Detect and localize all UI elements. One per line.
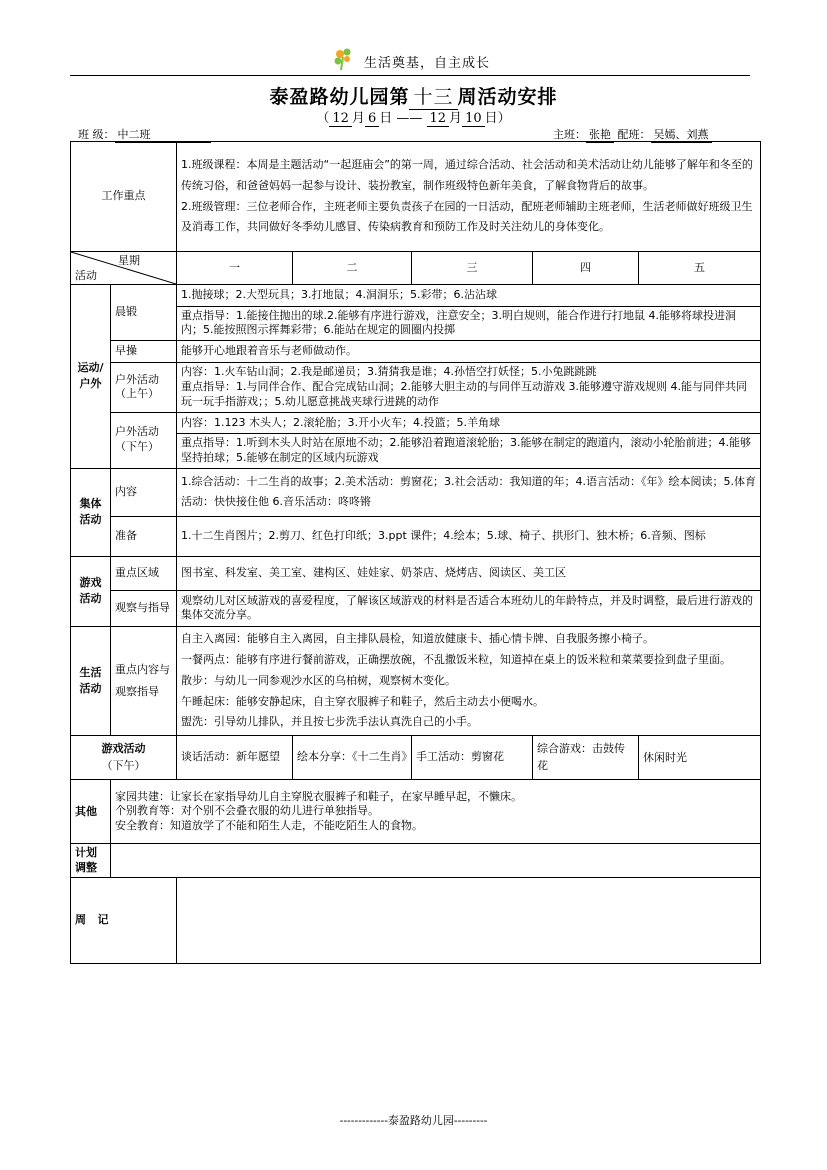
work-focus-row bbox=[71, 142, 761, 252]
main-teacher-value: 张艳 bbox=[586, 126, 614, 143]
life-item: 盥洗：引导幼儿排队，并且按七步洗手法认真洗自己的小手。 bbox=[181, 715, 478, 729]
work-focus-item: 2.班级管理：三位老师合作，主班老师主要负责孩子在园的一日活动，配班老师辅助主班老师，生活老师做好班级卫生及消毒工作，共同做好冬季幼儿感冒、传染病教育和预防工作及时关注幼儿的身体变化。 bbox=[181, 199, 753, 234]
corner-cell bbox=[71, 252, 177, 285]
morning-label: 晨锻 bbox=[111, 285, 177, 341]
morning-guide: 重点指导：1.能接住抛出的球.2.能够有序进行游戏，注意安全；3.明白规则，能合作进行打地鼠 4.能够将球投进洞内；5.能按照图示挥舞彩带；6.能站在规定的圆圈内投掷 bbox=[177, 306, 761, 341]
life-item: 自主入离园：能够自主入离园，自主排队晨检，知道放健康卡、插心情卡牌、自我服务擦小椅子。 bbox=[181, 631, 654, 645]
weekly-notes-label: 周 记 bbox=[71, 877, 177, 963]
work-focus-content bbox=[177, 142, 761, 252]
class-label: 班 级： bbox=[78, 128, 115, 141]
afternoon-game-item: 谈话活动：新年愿望 bbox=[177, 736, 293, 780]
pm-outdoor-guide: 重点指导：1.听到木头人时站在原地不动；2.能够沿着跑道滚轮胎；3.能够在制定的跑道内，滚动小轮胎前进；4.能够坚持拍球；5.能够在制定的区域内玩游戏 bbox=[177, 434, 761, 469]
outdoor-group-label: 运动/户外 bbox=[71, 285, 111, 469]
pm-outdoor-label: 户外活动（下午） bbox=[111, 412, 177, 468]
weekly-notes-field[interactable] bbox=[177, 877, 761, 963]
plan-adjust-field[interactable] bbox=[111, 844, 761, 878]
other-row bbox=[71, 780, 761, 844]
assist-teacher-value: 吴嫣、刘燕 bbox=[651, 126, 712, 143]
afternoon-games-label-cell bbox=[71, 736, 177, 780]
day-header: 二 bbox=[293, 252, 412, 285]
weekly-notes-row bbox=[71, 877, 761, 963]
plan-adjust-label: 计划调整 bbox=[71, 844, 111, 878]
play-observe-text: 观察幼儿对区域游戏的喜爱程度，了解该区域游戏的材料是否适合本班幼儿的年龄特点，并及时调整，最后进行游戏的集体交流分享。 bbox=[177, 590, 761, 626]
afternoon-game-item: 休闲时光 bbox=[639, 736, 761, 780]
plan-adjust-row bbox=[71, 844, 761, 878]
start-day: 6 bbox=[365, 111, 379, 127]
exercise-text: 能够开心地跟着音乐与老师做动作。 bbox=[177, 341, 761, 363]
life-item: 散步：与幼儿一同参观沙水区的乌柏树，观察树木变化。 bbox=[181, 673, 456, 687]
class-value: 中二班 bbox=[115, 126, 211, 143]
corner-top-label: 星期 bbox=[118, 254, 140, 267]
play-areas-label: 重点区域 bbox=[111, 556, 177, 590]
morning-text: 1.抛接球；2.大型玩具；3.打地鼠；4.洞洞乐；5.彩带；6.沾沾球 bbox=[177, 285, 761, 307]
date-range bbox=[0, 107, 827, 127]
assist-teacher-label: 配班： bbox=[617, 128, 651, 141]
play-activity-label: 游戏活动 bbox=[71, 556, 111, 626]
play-observe-row bbox=[71, 590, 761, 626]
group-content-text: 1.综合活动：十二生肖的故事；2.美术活动：剪窗花；3.社会活动：我知道的年；4.语言活动：《年》绘本阅读；5.体育活动：快快接住他 6.音乐活动：咚咚锵 bbox=[177, 468, 761, 516]
other-line: 家园共建：让家长在家指导幼儿自主穿脱衣服裤子和鞋子，在家早睡早起，不懒床。 bbox=[115, 789, 522, 803]
afternoon-game-item: 手工活动：剪窗花 bbox=[412, 736, 533, 780]
exercise-label: 早操 bbox=[111, 341, 177, 363]
day-header: 五 bbox=[639, 252, 761, 285]
life-activity-label: 生活活动 bbox=[71, 626, 111, 735]
week-number: 十三 bbox=[409, 82, 457, 110]
play-areas-text: 图书室、科发室、美工室、建构区、娃娃家、奶茶店、烧烤店、阅读区、美工区 bbox=[177, 556, 761, 590]
title-prefix: 泰盈路幼儿园第 bbox=[269, 86, 410, 108]
morning-row bbox=[71, 285, 761, 307]
life-activity-row bbox=[71, 626, 761, 735]
exercise-row bbox=[71, 341, 761, 363]
play-areas-row bbox=[71, 556, 761, 590]
day-header: 四 bbox=[533, 252, 639, 285]
group-content-label: 内容 bbox=[111, 468, 177, 516]
month-label: 月 bbox=[351, 111, 365, 126]
afternoon-games-label: 游戏活动 bbox=[101, 742, 146, 756]
other-line: 安全教育：知道放学了不能和陌生人走，不能吃陌生人的食物。 bbox=[115, 819, 423, 833]
main-teacher-label: 主班： bbox=[553, 128, 586, 141]
am-outdoor-row bbox=[71, 363, 761, 413]
title-suffix: 周活动安排 bbox=[457, 86, 558, 108]
group-activity-label: 集体活动 bbox=[71, 468, 111, 556]
end-day: 10 bbox=[462, 111, 485, 127]
life-item: 午睡起床：能够安静起床，自主穿衣服裤子和鞋子，然后主动去小便喝水。 bbox=[181, 694, 544, 708]
other-line: 个别教育等：对个别不会叠衣服的幼儿进行单独指导。 bbox=[115, 804, 379, 818]
motto: 生活奠基，自主成长 bbox=[364, 56, 491, 71]
play-observe-label: 观察与指导 bbox=[111, 590, 177, 626]
life-activity-content bbox=[177, 626, 761, 735]
life-focus-label: 重点内容与观察指导 bbox=[111, 626, 177, 735]
work-focus-label: 工作重点 bbox=[71, 142, 177, 252]
am-outdoor-label: 户外活动（上午） bbox=[111, 363, 177, 413]
am-outdoor-content bbox=[177, 363, 761, 413]
group-content-row bbox=[71, 468, 761, 516]
am-outdoor-text: 内容：1.火车钻山洞；2.我是邮递员；3.猜猜我是谁；4.孙悟空打妖怪；5.小兔跳跳跳 bbox=[181, 365, 597, 379]
afternoon-game-item: 综合游戏：击鼓传花 bbox=[533, 736, 639, 780]
afternoon-games-row bbox=[71, 736, 761, 780]
start-month: 12 bbox=[329, 111, 352, 127]
group-prep-row bbox=[71, 516, 761, 556]
schedule-table bbox=[70, 141, 761, 964]
pm-outdoor-text: 内容：1.123 木头人；2.滚轮胎；3.开小火车；4.投篮；5.羊角球 bbox=[177, 412, 761, 434]
corner-bottom-label: 活动 bbox=[75, 268, 97, 282]
pm-outdoor-row bbox=[71, 412, 761, 434]
day-header: 三 bbox=[412, 252, 533, 285]
work-focus-item: 1.班级课程：本周是主题活动“一起逛庙会”的第一周，通过综合活动、社会活动和美术活动让幼儿能够了解年和冬至的传统习俗，和爸爸妈妈一起参与设计、装扮教室，制作班级特色新年美食，了解食物背后的故事。 bbox=[181, 157, 753, 192]
month-label: 月 bbox=[449, 111, 463, 126]
other-content bbox=[111, 780, 761, 844]
date-open: （ bbox=[316, 111, 330, 126]
weekday-header-row bbox=[71, 252, 761, 285]
footer: -------------泰盈路幼儿园--------- bbox=[339, 1114, 488, 1127]
group-prep-text: 1.十二生肖图片；2.剪刀、红色打印纸；3.ppt 课件；4.绘本；5.球、椅子、拱形门、独木桥；6.音频、图标 bbox=[177, 516, 761, 556]
end-month: 12 bbox=[427, 111, 450, 127]
afternoon-games-sub: （下午） bbox=[101, 758, 146, 772]
day-header: 一 bbox=[177, 252, 293, 285]
life-item: 一餐两点：能够有序进行餐前游戏，正确摆放碗，不乱撒饭米粒，知道掉在桌上的饭米粒和菜菜要捡到盘子里面。 bbox=[181, 652, 731, 666]
header-divider bbox=[70, 75, 750, 76]
date-close: 日） bbox=[484, 111, 511, 126]
afternoon-game-item: 绘本分享：《十二生肖》 bbox=[293, 736, 412, 780]
page-title bbox=[0, 82, 827, 110]
am-outdoor-guide: 重点指导：1.与同伴合作、配合完成钻山洞；2.能够大胆主动的与同伴互动游戏 3.能够遵守游戏规则 4.能与同伴共同玩一玩手指游戏；；5.幼儿愿意挑战夹球行进跳的动作 bbox=[181, 380, 747, 408]
group-prep-label: 准备 bbox=[111, 516, 177, 556]
other-label: 其他 bbox=[71, 780, 111, 844]
day-label: 日 —— bbox=[379, 111, 423, 126]
